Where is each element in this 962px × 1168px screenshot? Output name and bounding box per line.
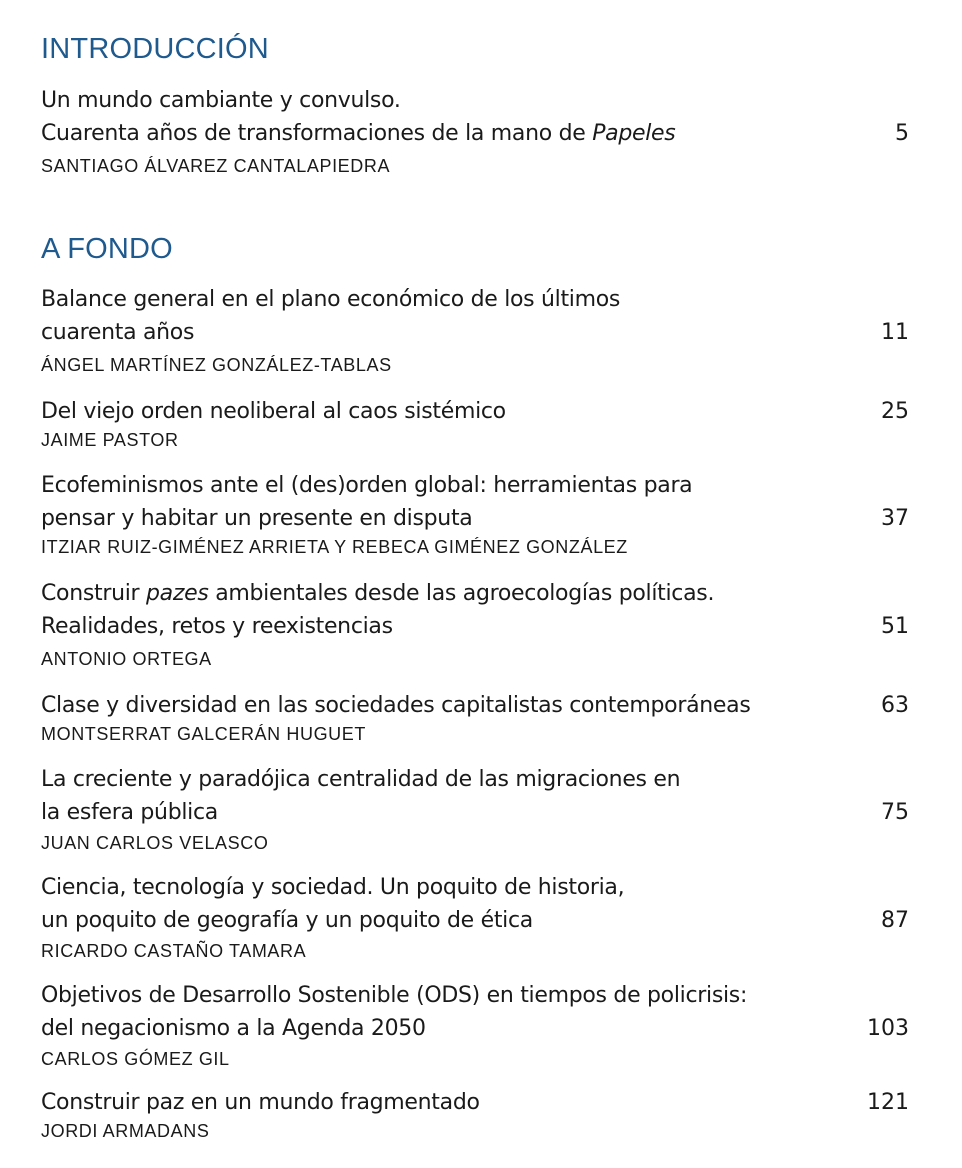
entry-page-number: 63 — [881, 693, 909, 718]
entry-page-number: 75 — [881, 800, 909, 825]
entry-author: SANTIAGO ÁLVAREZ CANTALAPIEDRA — [41, 156, 391, 176]
entry-author: JAIME PASTOR — [41, 430, 179, 450]
entry-author: RICARDO CASTAÑO TAMARA — [41, 941, 307, 961]
entry-title-line: Balance general en el plano económico de los últimos — [41, 287, 621, 312]
entry-title-line: cuarenta años — [41, 320, 195, 345]
toc-entry[interactable] — [41, 871, 911, 964]
entry-title-line: Construir pazes ambientales desde las agroecologías políticas. — [41, 581, 715, 606]
entry-title-line: del negacionismo a la Agenda 2050 — [41, 1016, 426, 1041]
toc-entry[interactable] — [41, 283, 911, 378]
entry-title-line: Objetivos de Desarrollo Sostenible (ODS) en tiempos de policrisis: — [41, 983, 748, 1008]
entry-title-line: Realidades, retos y reexistencias — [41, 614, 393, 639]
entry-author: ANTONIO ORTEGA — [41, 649, 212, 669]
toc-entry[interactable] — [41, 577, 911, 672]
toc-entry[interactable] — [41, 1086, 911, 1144]
entry-title-line: un poquito de geografía y un poquito de ética — [41, 908, 533, 933]
toc-entry[interactable] — [41, 395, 911, 453]
entry-author: JORDI ARMADANS — [41, 1121, 210, 1141]
entry-title-line: Clase y diversidad en las sociedades capitalistas contemporáneas — [41, 693, 751, 718]
entry-page-number: 103 — [867, 1016, 909, 1041]
entry-title-line: Ciencia, tecnología y sociedad. Un poquito de historia, — [41, 875, 625, 900]
entry-author: MONTSERRAT GALCERÁN HUGUET — [41, 724, 366, 744]
toc-entry[interactable] — [41, 469, 911, 560]
entry-title-line: la esfera pública — [41, 800, 218, 825]
entry-author: CARLOS GÓMEZ GIL — [41, 1049, 230, 1069]
toc-entry[interactable] — [41, 979, 911, 1072]
entry-title-line: Del viejo orden neoliberal al caos sistémico — [41, 399, 506, 424]
entry-page-number: 51 — [881, 614, 909, 639]
entry-title-line: Un mundo cambiante y convulso. — [41, 88, 401, 113]
entry-author: JUAN CARLOS VELASCO — [41, 833, 269, 853]
entry-title-line: Construir paz en un mundo fragmentado — [41, 1090, 480, 1115]
entry-page-number: 87 — [881, 908, 909, 933]
entry-page-number: 11 — [881, 320, 909, 345]
entry-author: ÁNGEL MARTÍNEZ GONZÁLEZ-TABLAS — [41, 355, 392, 375]
toc-entry-intro[interactable] — [41, 84, 911, 179]
entry-title-italic: Papeles — [592, 121, 676, 146]
entry-page-number: 25 — [881, 399, 909, 424]
entry-title-line: pensar y habitar un presente en disputa — [41, 506, 473, 531]
toc-entry[interactable] — [41, 689, 911, 747]
entry-page-number: 37 — [881, 506, 909, 531]
toc-entry[interactable] — [41, 763, 911, 856]
entry-page-number: 5 — [895, 121, 909, 146]
entry-author: ITZIAR RUIZ-GIMÉNEZ ARRIETA Y REBECA GIMÉNEZ GONZÁLEZ — [41, 537, 628, 557]
entry-title-line: Cuarenta años de transformaciones de la mano de Papeles — [41, 121, 676, 146]
entry-title-italic: pazes — [146, 581, 209, 606]
entry-page-number: 121 — [867, 1090, 909, 1115]
entry-title-line: La creciente y paradójica centralidad de las migraciones en — [41, 767, 681, 792]
section-heading-a-fondo: A FONDO — [41, 233, 173, 265]
entry-title-line: Ecofeminismos ante el (des)orden global: herramientas para — [41, 473, 693, 498]
section-heading-introduccion: INTRODUCCIÓN — [41, 33, 269, 65]
